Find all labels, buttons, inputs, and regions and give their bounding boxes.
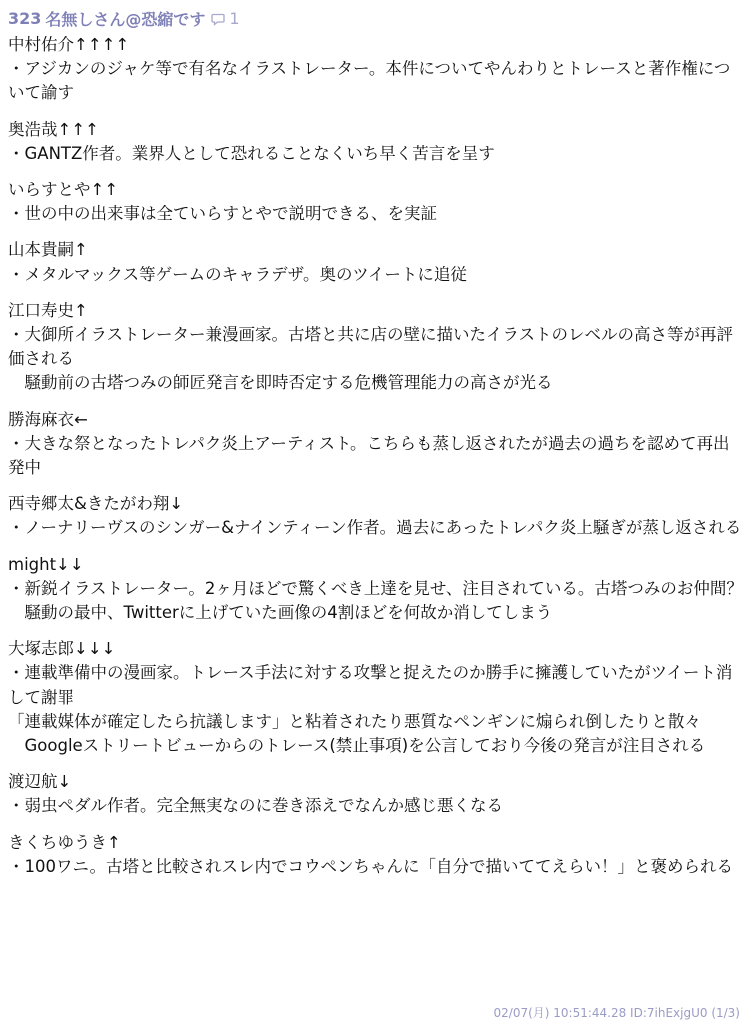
entry-name: 大塚志郎↓↓↓	[8, 639, 116, 659]
entry-name: いらすとや↑↑	[8, 180, 119, 200]
post-header	[8, 6, 240, 30]
entry-item	[8, 770, 744, 818]
entry-item	[8, 637, 744, 758]
entry-item	[8, 831, 744, 879]
entry-item	[8, 118, 744, 166]
entry-line: ・世の中の出来事は全ていらすとやで説明できる、を実証	[8, 204, 437, 224]
entry-line: ・大御所イラストレーター兼漫画家。古塔と共に店の壁に描いたイラストのレベルの高さ等が再評価される	[8, 325, 734, 369]
entry-line: 騒動の最中、Twitterに上げていた画像の4割ほどを何故か消してしまう	[24, 603, 553, 623]
speech-bubble-icon[interactable]	[211, 11, 225, 25]
entry-name: きくちゆうき↑	[8, 832, 121, 852]
entry-line: ・GANTZ作者。業界人として恐れることなくいち早く苦言を呈す	[8, 143, 495, 163]
entry-item	[8, 299, 744, 396]
post-number[interactable]: 323	[8, 8, 42, 28]
entry-name: 中村佑介↑↑↑↑	[8, 35, 130, 54]
entry-line: ・100ワニ。古塔と比較されスレ内でコウペンちゃんに「自分で描いててえらい！」と褒められる	[8, 856, 733, 876]
post-meta: 02/07(月) 10:51:44.28 ID:7ihExjgU0 (1/3)	[493, 1006, 740, 1020]
entry-name: 西寺郷太&きたがわ翔↓	[8, 494, 184, 514]
entry-line: ・アジカンのジャケ等で有名なイラストレーター。本件についてやんわりとトレースと著作権について諭す	[8, 59, 731, 103]
entry-item	[8, 33, 744, 106]
entry-item	[8, 553, 744, 626]
entry-item	[8, 238, 744, 286]
entry-name: 奥浩哉↑↑↑	[8, 119, 99, 139]
entry-name: 渡辺航↓	[8, 772, 72, 792]
entry-name: 山本貴嗣↑	[8, 240, 88, 260]
entry-line: 騒動前の古塔つみの師匠発言を即時否定する危機管理能力の高さが光る	[24, 373, 553, 393]
entry-line: ・大きな祭となったトレパク炎上アーティスト。こちらも蒸し返されたが過去の過ちを認めて再出発中	[8, 433, 730, 478]
poster-name: 名無しさん@恐縮です	[45, 9, 206, 29]
entry-item	[8, 178, 744, 226]
entry-line: ・新鋭イラストレーター。2ヶ月ほどで驚くべき上達を見せ、注目されている。古塔つみのお仲間？	[8, 578, 743, 598]
entry-line: Googleストリートビューからのトレース(禁止事項)を公言しており今後の発言が注目される	[24, 736, 706, 756]
post-body	[8, 33, 744, 891]
entry-name: 勝海麻衣←	[8, 409, 88, 429]
reply-count[interactable]: 1	[229, 8, 240, 28]
entry-line: 「連載媒体が確定したら抗議します」と粘着されたり悪質なペンギンに煽られ倒したりと散々	[8, 711, 701, 731]
entry-line: ・連載準備中の漫画家。トレース手法に対する攻撃と捉えたのか勝手に擁護していたがツイート消して謝罪	[8, 663, 733, 707]
entry-name: might↓↓	[8, 554, 84, 574]
entry-line: ・弱虫ペダル作者。完全無実なのに巻き添えでなんか感じ悪くなる	[8, 796, 503, 816]
entry-item	[8, 408, 744, 481]
entry-item	[8, 492, 744, 540]
entry-line: ・ノーナリーヴスのシンガー&ナインティーン作者。過去にあったトレパク炎上騒ぎが蒸し返される	[8, 518, 742, 538]
entry-line: ・メタルマックス等ゲームのキャラデザ。奥のツイートに追従	[8, 264, 467, 284]
entry-name: 江口寿史↑	[8, 300, 88, 320]
